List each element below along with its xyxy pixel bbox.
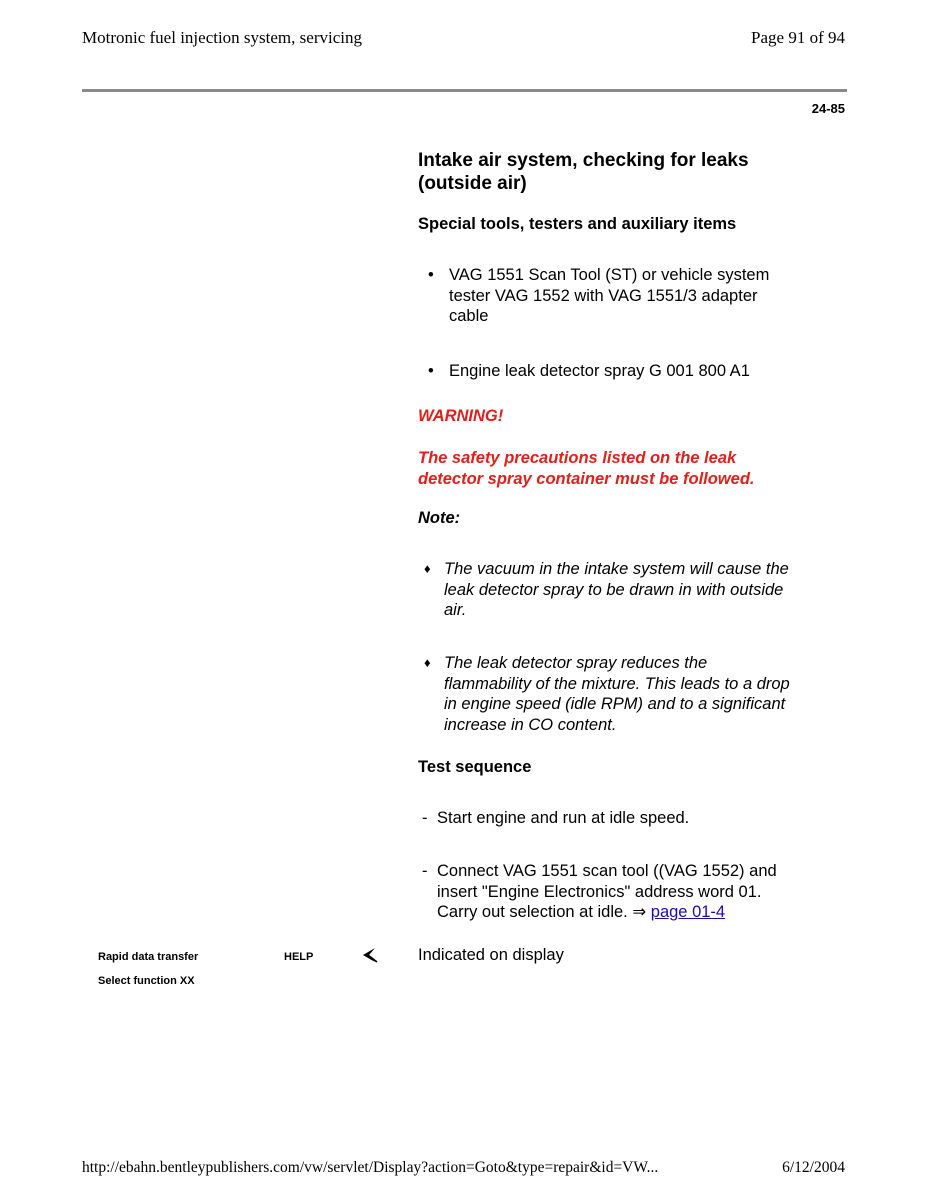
text-line: VAG 1551 Scan Tool (ST) or vehicle system: [449, 266, 770, 284]
note-text: [444, 653, 839, 735]
page-indicator: Page 91 of 94: [751, 28, 845, 47]
pointer-arrow-icon: [361, 945, 379, 965]
tools-heading: Special tools, testers and auxiliary items: [418, 215, 737, 233]
text-line: air.: [444, 601, 467, 619]
text-line: Start engine and run at idle speed.: [437, 809, 690, 827]
text-line: flammability of the mixture. This leads to a drop: [444, 674, 790, 693]
section-number: 24-85: [811, 101, 845, 116]
text-line: increase in CO content.: [444, 715, 617, 734]
step-text: [437, 808, 837, 829]
list-item-text: [449, 361, 839, 382]
text-line: leak detector spray to be drawn in with outside: [444, 580, 784, 599]
display-select-function: Select function XX: [98, 975, 195, 987]
page-title: [418, 149, 848, 195]
display-rapid-data-transfer: Rapid data transfer: [98, 951, 199, 963]
display-indication-text: Indicated on display: [418, 946, 564, 964]
note-text: [444, 559, 839, 621]
footer-url: http://ebahn.bentleypublishers.com/vw/servlet/Display?action=Goto&type=repair&id=VW...: [82, 1159, 659, 1176]
text-line: detector spray container must be followed.: [418, 469, 755, 488]
text-line: tester VAG 1552 with VAG 1551/3 adapter: [449, 286, 758, 305]
footer-date: 6/12/2004: [782, 1159, 845, 1176]
right-arrow-icon: ⇒: [632, 903, 647, 921]
text-line: Engine leak detector spray G 001 800 A1: [449, 362, 750, 380]
text-line: in engine speed (idle RPM) and to a significant: [444, 695, 786, 713]
bullet-icon: •: [428, 362, 434, 380]
text-line: Connect VAG 1551 scan tool ((VAG 1552) and: [437, 862, 777, 880]
diamond-bullet-icon: ♦: [424, 655, 431, 670]
page-title-line: (outside air): [418, 173, 527, 194]
header-divider: [82, 89, 847, 92]
text-line: [437, 902, 837, 923]
dash-marker: -: [422, 862, 428, 880]
header-title: Motronic fuel injection system, servicing: [82, 28, 362, 47]
warning-label: WARNING!: [418, 407, 504, 425]
text-fragment: Carry out selection at idle.: [437, 903, 628, 921]
diamond-bullet-icon: ♦: [424, 561, 431, 576]
dash-marker: -: [422, 809, 428, 827]
page-title-line: Intake air system, checking for leaks: [418, 150, 749, 171]
text-line: cable: [449, 307, 489, 325]
step-text: [437, 861, 837, 923]
text-line: The leak detector spray reduces the: [444, 654, 708, 672]
page-link[interactable]: page 01-4: [650, 903, 726, 921]
list-item-text: [449, 265, 839, 327]
note-label: Note:: [418, 509, 461, 527]
warning-text: [418, 448, 818, 489]
bullet-icon: •: [428, 266, 434, 284]
text-line: insert "Engine Electronics" address word 01.: [437, 882, 762, 901]
text-line: The vacuum in the intake system will cause the: [444, 560, 789, 578]
text-line: The safety precautions listed on the leak: [418, 449, 737, 467]
sequence-heading: Test sequence: [418, 758, 532, 776]
display-help: HELP: [284, 951, 314, 963]
